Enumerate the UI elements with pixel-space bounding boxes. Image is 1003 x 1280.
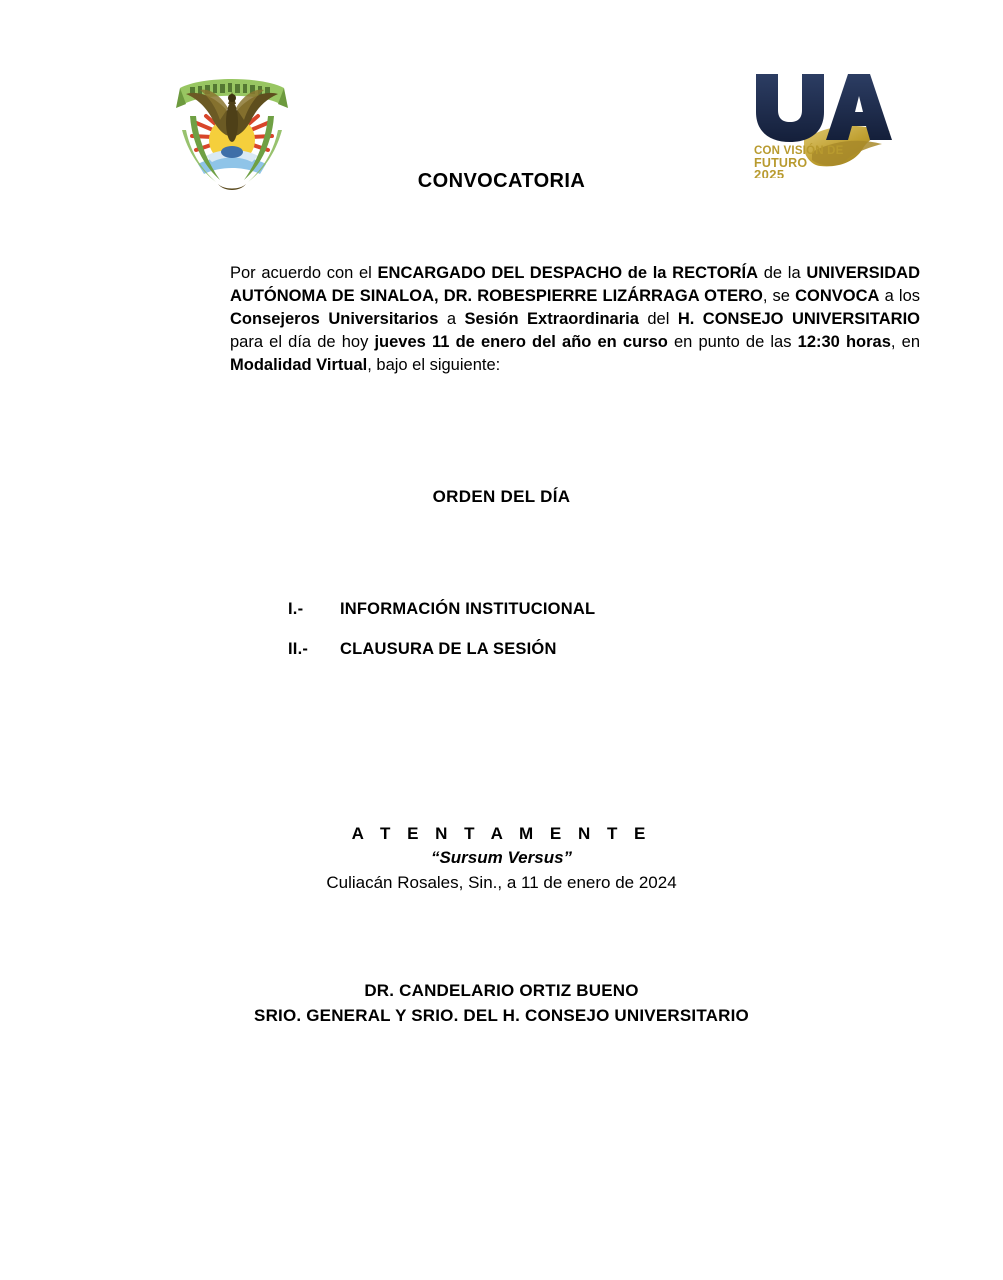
agenda-item-label: CLAUSURA DE LA SESIÓN (340, 640, 557, 658)
paragraph-emphasis: jueves 11 de enero del año en curso (374, 333, 668, 351)
paragraph-text: para el día de hoy (230, 333, 375, 351)
closing-salutation: A T E N T A M E N T E (351, 824, 652, 843)
paragraph-text: en punto de las (667, 333, 798, 351)
paragraph-emphasis: H. CONSEJO UNIVERSITARIO (677, 310, 920, 328)
svg-text:2025: 2025 (754, 167, 785, 178)
signatory-position: SRIO. GENERAL Y SRIO. DEL H. CONSEJO UNIVERSITARIO (254, 1006, 749, 1025)
uas-brand-logo-icon (742, 66, 892, 178)
agenda-item-numeral: I.- (288, 600, 304, 618)
signature-block (0, 978, 1003, 1028)
paragraph-text: del (638, 310, 678, 328)
place-and-date: Culiacán Rosales, Sin., a 11 de enero de 2024 (326, 873, 677, 892)
paragraph-text: , en (890, 333, 921, 351)
paragraph-emphasis: Modalidad Virtual (230, 356, 368, 374)
agenda-list (288, 600, 888, 680)
signatory-name: DR. CANDELARIO ORTIZ BUENO (364, 981, 639, 1000)
agenda-item (288, 640, 888, 659)
agenda-heading: ORDEN DEL DÍA (432, 487, 571, 506)
paragraph-text: , se (762, 287, 796, 305)
paragraph-text: Por acuerdo con el (230, 264, 378, 282)
paragraph-emphasis: Consejeros Universitarios (230, 310, 439, 328)
agenda-item (288, 600, 888, 619)
paragraph-text: , bajo el siguiente: (367, 356, 501, 374)
paragraph-emphasis: UNIVERSIDAD AUTÓNOMA DE SINALOA, DR. ROBESPIERRE LIZÁRRAGA OTERO (230, 264, 921, 305)
agenda-item-label: INFORMACIÓN INSTITUCIONAL (340, 600, 596, 618)
closing-block (0, 822, 1003, 896)
paragraph-emphasis: ENCARGADO DEL DESPACHO de la RECTORÍA (377, 264, 759, 282)
paragraph-text: a (438, 310, 465, 328)
svg-text:CON VISIÓN DE: CON VISIÓN DE (754, 145, 844, 157)
agenda-item-numeral: II.- (288, 640, 309, 658)
paragraph-emphasis: 12:30 horas (797, 333, 891, 351)
paragraph-text: de la (758, 264, 807, 282)
svg-text:FUTURO: FUTURO (754, 156, 808, 170)
institutional-motto: “Sursum Versus” (430, 848, 573, 867)
paragraph-text: a los (879, 287, 921, 305)
paragraph-emphasis: Sesión Extraordinaria (464, 310, 639, 328)
page-title: CONVOCATORIA (417, 170, 586, 192)
convocation-paragraph (230, 262, 920, 377)
paragraph-emphasis: CONVOCA (795, 287, 880, 305)
